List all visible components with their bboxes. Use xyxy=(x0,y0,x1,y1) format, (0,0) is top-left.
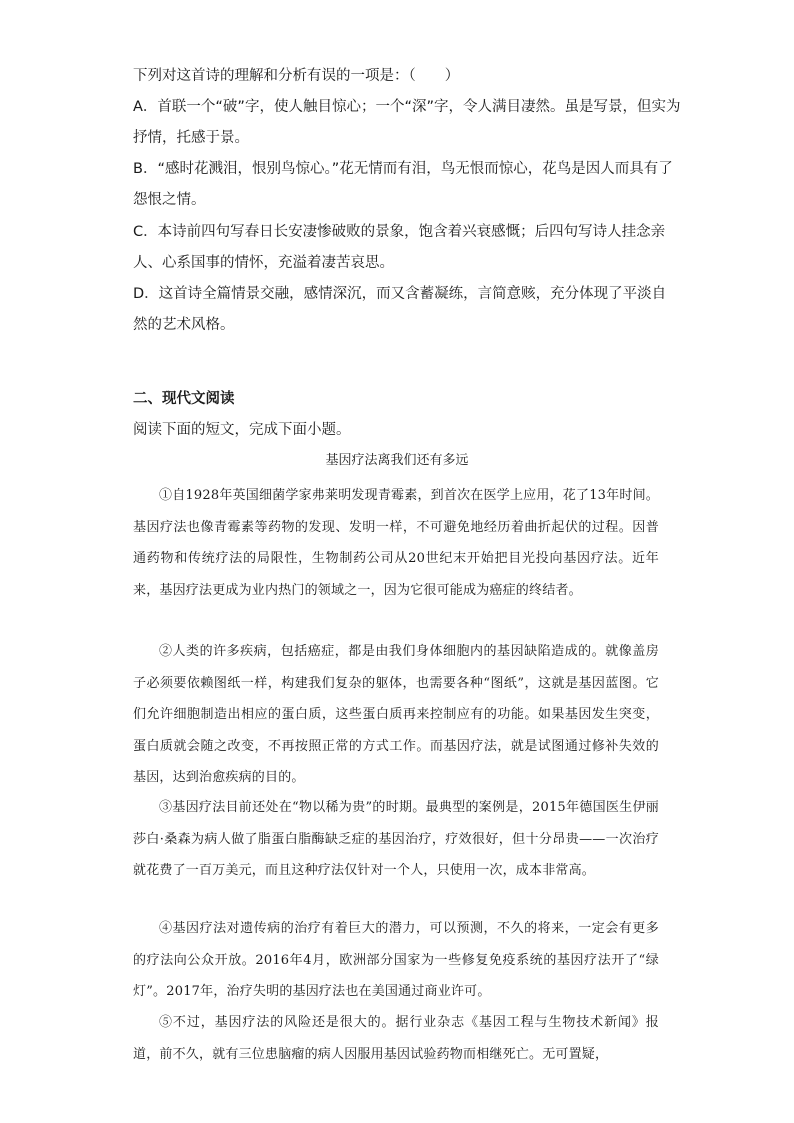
paragraph-1: ①自1928年英国细菌学家弗莱明发现青霉素，到首次在医学上应用，花了13年时间。基因疗法也像青霉素等药物的发现、发明一样，不可避免地经历着曲折起伏的过程。因普通药物和传统疗法的局限性，生物制药公司从20世纪末开始把目光投向基因疗法。近年来，基因疗法更成为业内热门的领域之一，因为它很可能成为癌症的终结者。 xyxy=(133,488,659,598)
option-c-line-2: 人、心系国事的情怀，充溢着凄苦哀思。 xyxy=(133,255,394,271)
section-heading: 二、现代文阅读 xyxy=(133,391,235,407)
option-a-line-2: 抒情，托感于景。 xyxy=(133,130,249,146)
option-d-line-2: 然的艺术风格。 xyxy=(133,317,235,333)
option-d-line-1: D．这首诗全篇情景交融，感情深沉，而又含蓄凝练，言简意赅，充分体现了平淡自 xyxy=(133,286,667,302)
option-b-line-1: B．“感时花溅泪，恨别鸟惊心。”花无情而有泪，鸟无恨而惊心，花鸟是因人而具有了 xyxy=(133,161,673,177)
paragraph-3: ③基因疗法目前还处在“物以稀为贵”的时期。最典型的案例是，2015年德国医生伊丽莎白·桑森为病人做了脂蛋白脂酶缺乏症的基因治疗，疗效很好，但十分昂贵——一次治疗就花费了一百万美元，而且这种疗法仅针对一个人，只使用一次，成本非常高。 xyxy=(133,800,659,878)
article-title: 基因疗法离我们还有多远 xyxy=(325,453,469,468)
reading-instruction: 阅读下面的短文，完成下面小题。 xyxy=(133,422,351,438)
question-stem: 下列对这首诗的理解和分析有误的一项是：（ ） xyxy=(133,68,460,84)
paragraph-2: ②人类的许多疾病，包括癌症，都是由我们身体细胞内的基因缺陷造成的。就像盖房子必须要依赖图纸一样，构建我们复杂的躯体，也需要各种“图纸”，这就是基因蓝图。它们允许细胞制造出相应的蛋白质，这些蛋白质再来控制应有的功能。如果基因发生突变，蛋白质就会随之改变，不再按照正常的方式工作。而基因疗法，就是试图通过修补失效的基因，达到治愈疾病的目的。 xyxy=(133,644,659,785)
option-c-line-1: C．本诗前四句写春日长安凄惨破败的景象，饱含着兴衰感慨；后四句写诗人挂念亲 xyxy=(133,224,666,240)
option-a-line-1: A．首联一个“破”字，使人触目惊心；一个“深”字，令人满目凄然。虽是写景，但实为 xyxy=(133,99,681,115)
option-b-line-2: 怨恨之情。 xyxy=(133,192,206,208)
paragraph-5: ⑤不过，基因疗法的风险还是很大的。据行业杂志《基因工程与生物技术新闻》报道，前不久，就有三位患脑瘤的病人因服用基因试验药物而相继死亡。无可置疑， xyxy=(133,1015,659,1062)
paragraph-4: ④基因疗法对遗传病的治疗有着巨大的潜力，可以预测，不久的将来，一定会有更多的疗法向公众开放。2016年4月，欧洲部分国家为一些修复免疫系统的基因疗法开了“绿灯”。2017年，治疗失明的基因疗法也在美国通过商业许可。 xyxy=(133,921,659,999)
